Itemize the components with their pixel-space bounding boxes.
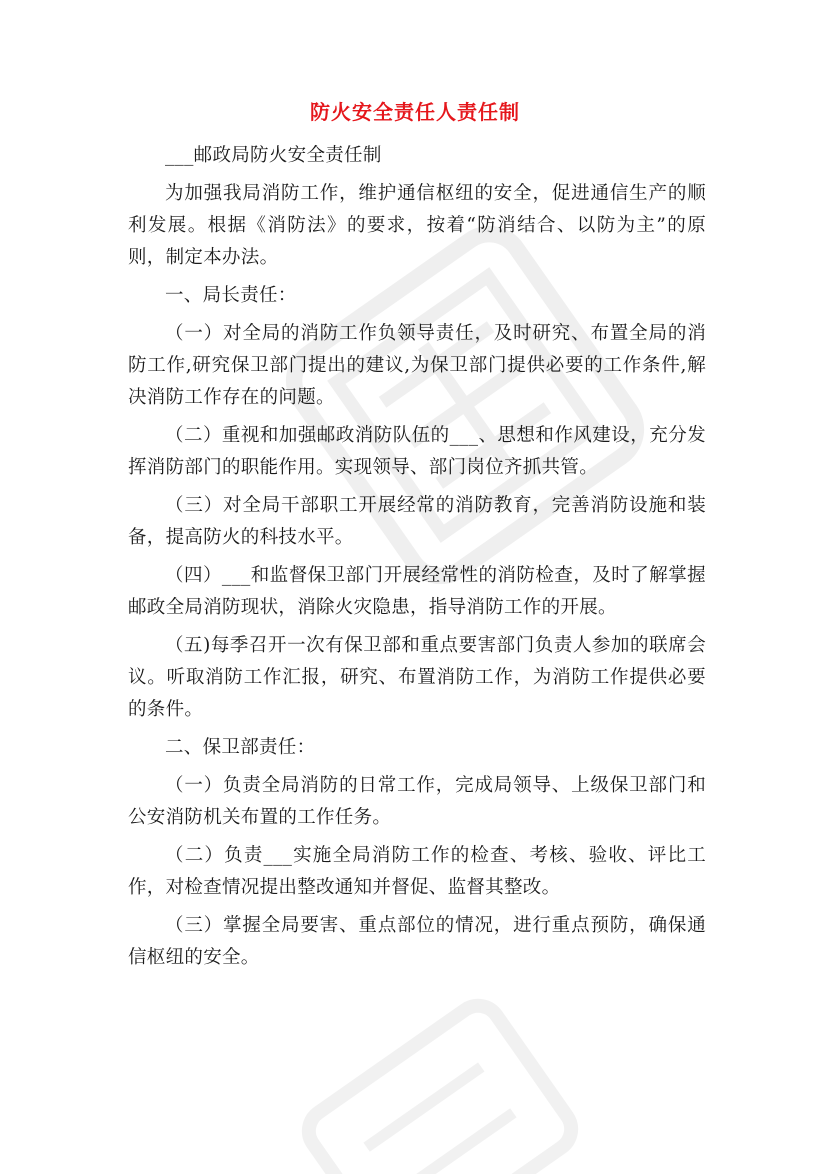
document-body bbox=[128, 140, 706, 980]
document-title: 防火安全责任人责任制 bbox=[310, 100, 520, 124]
watermark-stamp-bottom-icon bbox=[268, 968, 612, 1174]
paragraph-director-3: （三）对全局干部职工开展经常的消防教育，完善消防设施和装备，提高防火的科技水平。 bbox=[128, 495, 706, 548]
paragraph-director-5: （五)每季召开一次有保卫部和重点要害部门负责人参加的联席会议。听取消防工作汇报，研究、布置消防工作，为消防工作提供必要的条件。 bbox=[128, 635, 706, 720]
paragraph-intro: 为加强我局消防工作，维护通信枢纽的安全，促进通信生产的顺利发展。根据《消防法》的要求，按着“防消结合、以防为主”的原则，制定本办法。 bbox=[128, 183, 706, 268]
section-heading-director: 一、局长责任： bbox=[165, 285, 297, 306]
paragraph-director-1: （一）对全局的消防工作负领导责任，及时研究、布置全局的消防工作,研究保卫部门提出的建议,为保卫部门提供必要的工作条件,解决消防工作存在的问题。 bbox=[128, 323, 706, 408]
paragraph-security-2: （二）负责___实施全局消防工作的检查、考核、验收、评比工作，对检查情况提出整改通知并督促、监督其整改。 bbox=[128, 845, 706, 898]
paragraph-director-2: （二）重视和加强邮政消防队伍的___、思想和作风建设，充分发挥消防部门的职能作用。实现领导、部门岗位齐抓共管。 bbox=[128, 425, 706, 478]
paragraph-security-3: （三）掌握全局要害、重点部位的情况，进行重点预防，确保通信枢纽的安全。 bbox=[128, 915, 706, 968]
paragraph-security-1: （一）负责全局消防的日常工作，完成局领导、上级保卫部门和公安消防机关布置的工作任务。 bbox=[128, 775, 706, 828]
paragraph-subtitle: ___邮政局防火安全责任制 bbox=[165, 145, 382, 166]
paragraph-director-4: （四）___和监督保卫部门开展经常性的消防检查，及时了解掌握邮政全局消防现状，消除火灾隐患，指导消防工作的开展。 bbox=[128, 565, 706, 618]
section-heading-security: 二、保卫部责任： bbox=[165, 737, 316, 758]
